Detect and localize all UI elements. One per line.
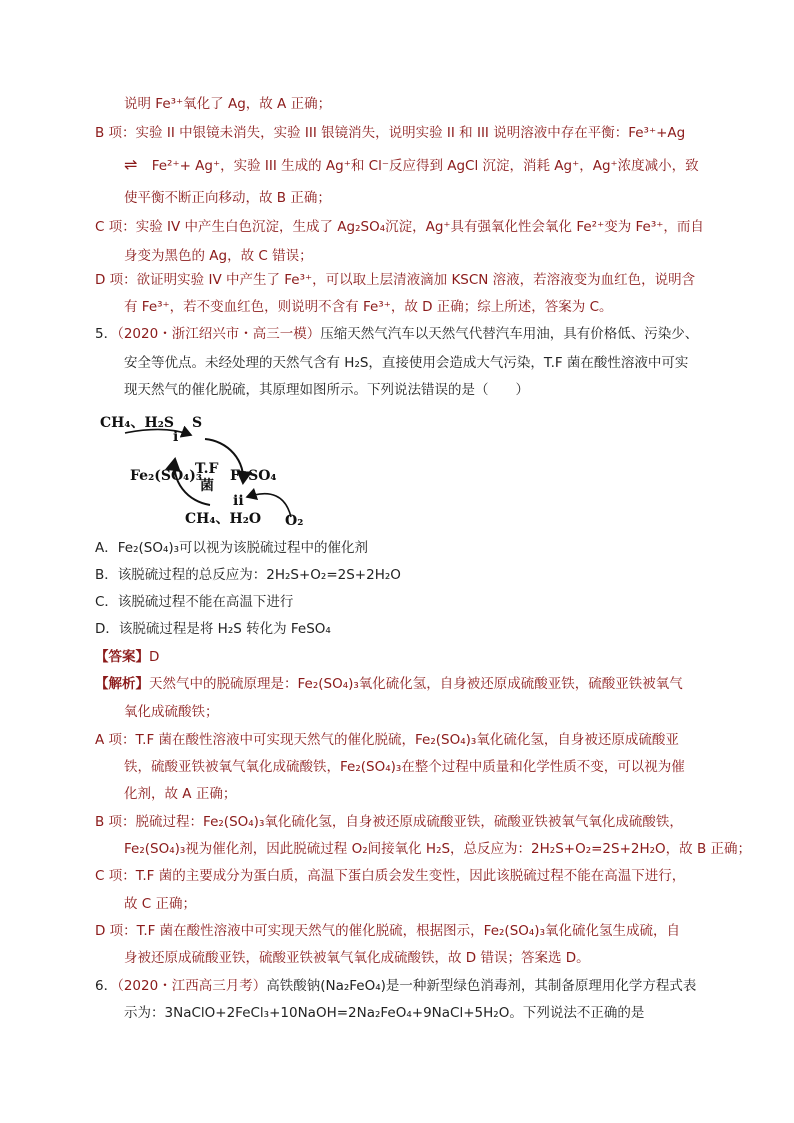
answer-row — [95, 648, 159, 666]
text-line: 使平衡不断正向移动，故 B 正确； — [124, 190, 331, 206]
text-line: D 项：欲证明实验 IV 中产生了 Fe³⁺，可以取上层清液滴加 KSCN 溶液，若溶液变为血红色，说明含 — [95, 272, 696, 288]
question-stem: 压缩天然气汽车以天然气代替汽车用油，具有价格低、污染少、 — [320, 326, 699, 342]
text-line: 说明 Fe³⁺氧化了 Ag，故 A 正确； — [124, 96, 332, 112]
question-number: 5． — [95, 326, 118, 342]
option-b: B．该脱硫过程的总反应为：2H₂S+O₂=2S+2H₂O — [95, 567, 401, 583]
label-fe2so43: Fe₂(SO₄)₃ — [130, 468, 203, 484]
analysis-a: A 项：T.F 菌在酸性溶液中可实现天然气的催化脱硫，Fe₂(SO₄)₃氧化硫化氢，自身被还原成硫酸亚 — [95, 732, 679, 748]
question-number: 6． — [95, 978, 118, 994]
text-line: B 项：实验 II 中银镜未消失，实验 III 银镜消失，说明实验 II 和 III 说明溶液中存在平衡：Fe³⁺+Ag — [95, 125, 686, 141]
text-line: 有 Fe³⁺，若不变血红色，则说明不含有 Fe³⁺，故 D 正确；综上所述，答案为 C。 — [124, 299, 613, 315]
analysis-text: 天然气中的脱硫原理是：Fe₂(SO₄)₃氧化硫化氢，自身被还原成硫酸亚铁，硫酸亚铁被氧气 — [149, 676, 683, 692]
analysis-a: 铁，硫酸亚铁被氧气氧化成硫酸铁，Fe₂(SO₄)₃在整个过程中质量和化学性质不变，可以视为催 — [124, 759, 685, 775]
desulfurization-cycle-diagram — [95, 405, 315, 530]
text-line: 身变为黑色的 Ag，故 C 错误； — [124, 248, 313, 264]
label-tf: T.F — [195, 461, 219, 477]
analysis-b: B 项：脱硫过程：Fe₂(SO₄)₃氧化硫化氢，自身被还原成硫酸亚铁，硫酸亚铁被氧气氧化成硫酸铁， — [95, 814, 683, 830]
answer-value: D — [149, 649, 160, 665]
question-source: （2020・浙江绍兴市・高三一模） — [117, 326, 321, 342]
text-line: Fe²⁺+ Ag⁺，实验 III 生成的 Ag⁺和 Cl⁻反应得到 AgCl 沉淀，消耗 Ag⁺，Ag⁺浓度减小，致 — [151, 158, 699, 174]
question-stem: 示为：3NaClO+2FeCl₃+10NaOH=2Na₂FeO₄+9NaCl+5H₂O。下列说法不正确的是 — [124, 1005, 645, 1021]
analysis-label: 【解析】 — [95, 676, 149, 692]
label-ch4-h2s: CH₄、H₂S — [100, 415, 174, 431]
analysis-d: 身被还原成硫酸亚铁，硫酸亚铁被氧气氧化成硫酸铁，故 D 错误；答案选 D。 — [124, 950, 590, 966]
label-ch4-h2o: CH₄、H₂O — [185, 511, 262, 527]
option-c: C．该脱硫过程不能在高温下进行 — [95, 594, 294, 610]
option-d: D．该脱硫过程是将 H₂S 转化为 FeSO₄ — [95, 621, 331, 637]
label-feso4: FeSO₄ — [230, 468, 277, 484]
question-stem: 现天然气的催化脱硫，其原理如图所示。下列说法错误的是（ ） — [124, 382, 529, 398]
text-line: C 项：实验 IV 中产生白色沉淀，生成了 Ag₂SO₄沉淀，Ag⁺具有强氧化性会氧化 Fe²⁺变为 Fe³⁺，而自 — [95, 219, 704, 235]
label-step-ii: ii — [233, 493, 244, 509]
answer-label: 【答案】 — [95, 649, 149, 665]
analysis-row — [95, 675, 683, 693]
label-bacteria: 菌 — [200, 478, 214, 494]
analysis-c: C 项：T.F 菌的主要成分为蛋白质，高温下蛋白质会发生变性，因此该脱硫过程不能在高温下进行， — [95, 868, 686, 884]
equilibrium-arrow-icon: ⇌ — [124, 155, 138, 174]
analysis-text: 氧化成硫酸铁； — [124, 704, 219, 720]
question-stem: 高铁酸钠(Na₂FeO₄)是一种新型绿色消毒剂，其制备原理用化学方程式表 — [266, 978, 697, 994]
analysis-b: Fe₂(SO₄)₃视为催化剂，因此脱硫过程 O₂间接氧化 H₂S，总反应为：2H₂S+O₂=2S+2H₂O，故 B 正确； — [124, 841, 752, 857]
label-o2: O₂ — [285, 513, 304, 529]
label-step-i: i — [173, 429, 179, 445]
option-a: A．Fe₂(SO₄)₃可以视为该脱硫过程中的催化剂 — [95, 540, 369, 556]
analysis-a: 化剂，故 A 正确； — [124, 786, 237, 802]
label-s: S — [192, 415, 203, 431]
question-stem: 安全等优点。未经处理的天然气含有 H₂S，直接使用会造成大气污染，T.F 菌在酸性溶液中可实 — [124, 355, 689, 371]
equilibrium-line — [124, 156, 699, 175]
analysis-c: 故 C 正确； — [124, 896, 197, 912]
analysis-d: D 项：T.F 菌在酸性溶液中可实现天然气的催化脱硫，根据图示，Fe₂(SO₄)₃氧化硫化氢生成硫，自 — [95, 923, 680, 939]
question-5-stem — [95, 325, 698, 343]
question-6-stem — [95, 977, 696, 995]
question-source: （2020・江西高三月考） — [117, 978, 267, 994]
